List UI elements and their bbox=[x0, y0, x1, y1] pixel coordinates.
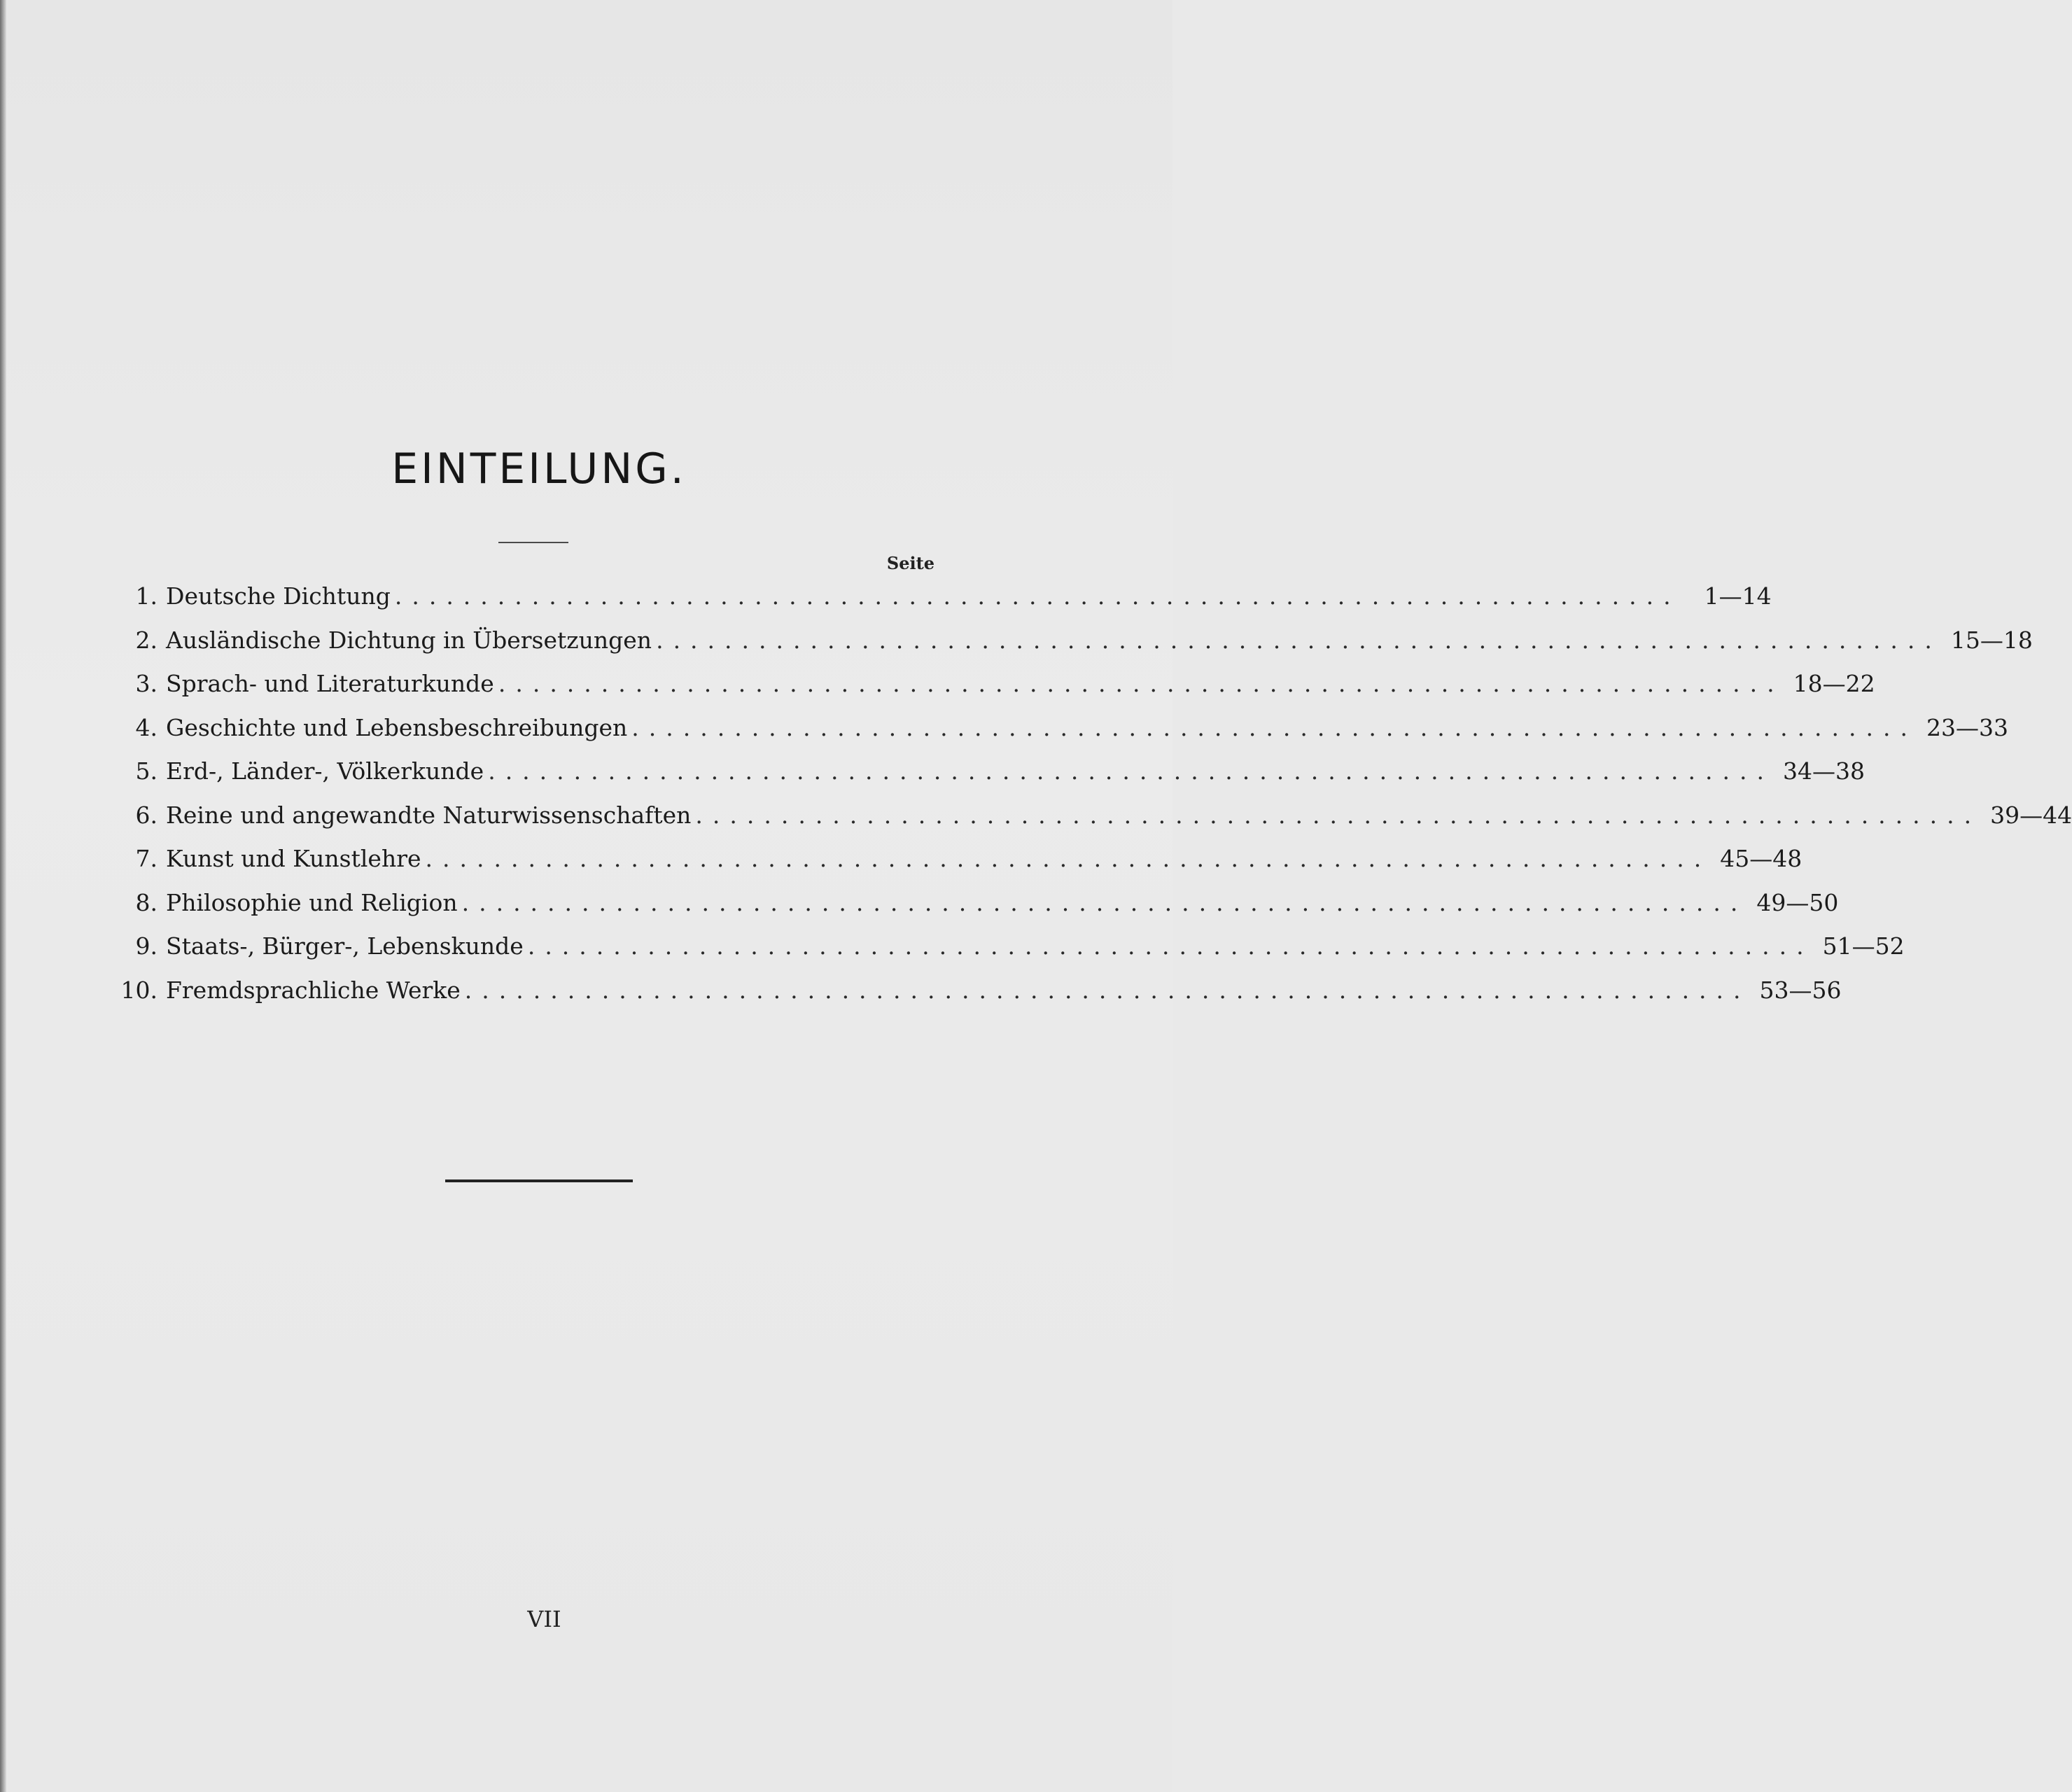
toc-entry-number: 9. bbox=[135, 932, 158, 960]
dot-leader: ........................................................................... bbox=[498, 670, 1784, 697]
toc-entry-pages: 39—44 bbox=[1990, 801, 2072, 829]
toc-entry-label: Erd-, Länder-, Völkerkunde bbox=[166, 757, 484, 785]
toc-entry bbox=[115, 976, 1842, 1021]
toc-entry-number: 1. bbox=[135, 582, 158, 610]
toc-entry-pages: 45—48 bbox=[1720, 845, 1802, 872]
dot-leader: ........................................................................... bbox=[631, 713, 1917, 741]
page-number: VII bbox=[527, 1606, 561, 1632]
toc-entry-number: 7. bbox=[135, 845, 158, 872]
toc-entry-number: 3. bbox=[135, 670, 158, 697]
toc-entry bbox=[115, 888, 1839, 933]
dot-leader: ........................................................................... bbox=[488, 757, 1774, 785]
dot-leader: ........................................................................... bbox=[425, 845, 1712, 872]
dot-leader: ........................................................................... bbox=[394, 582, 1681, 610]
toc-entry-pages: 51—52 bbox=[1822, 932, 1905, 960]
toc-entry-pages: 34—38 bbox=[1782, 757, 1865, 785]
toc-entry-label: Sprach- und Literaturkunde bbox=[166, 670, 494, 697]
section-end-rule bbox=[445, 1180, 633, 1182]
toc-entry-number: 4. bbox=[135, 713, 158, 741]
toc-entry-label: Reine und angewandte Naturwissenschaften bbox=[166, 801, 692, 829]
page-title: EINTEILUNG. bbox=[391, 444, 687, 493]
toc-entry-number: 8. bbox=[135, 888, 158, 916]
toc-entry bbox=[115, 801, 2072, 846]
toc-entry-label: Fremdsprachliche Werke bbox=[166, 976, 461, 1004]
dot-leader: ........................................................................... bbox=[695, 801, 1982, 829]
dot-leader: ........................................................................... bbox=[461, 888, 1748, 916]
toc-entry-number: 5. bbox=[135, 757, 158, 785]
toc-entry bbox=[115, 582, 1772, 626]
toc-entry-pages: 23—33 bbox=[1926, 713, 2008, 741]
table-of-contents bbox=[115, 582, 2072, 1020]
page-binding-edge bbox=[0, 0, 6, 1792]
toc-entry bbox=[115, 845, 1802, 889]
toc-entry-pages: 18—22 bbox=[1793, 670, 1875, 697]
toc-entry-label: Staats-, Bürger-, Lebenskunde bbox=[166, 932, 524, 960]
toc-entry-pages: 53—56 bbox=[1759, 976, 1842, 1004]
dot-leader: ........................................................................... bbox=[527, 932, 1814, 960]
toc-entry bbox=[115, 932, 1905, 976]
dot-leader: ........................................................................... bbox=[464, 976, 1751, 1004]
toc-entry-pages: 1—14 bbox=[1704, 582, 1772, 610]
toc-entry bbox=[115, 713, 2008, 758]
toc-entry-pages: 15—18 bbox=[1950, 626, 2033, 654]
toc-entry bbox=[115, 670, 1875, 714]
toc-entry-label: Philosophie und Religion bbox=[166, 888, 458, 916]
toc-entry bbox=[115, 626, 2033, 671]
pages-column-header: Seite bbox=[886, 553, 934, 573]
toc-entry-label: Geschichte und Lebensbeschreibungen bbox=[166, 713, 628, 741]
toc-entry-label: Ausländische Dichtung in Übersetzungen bbox=[166, 626, 652, 654]
toc-entry bbox=[115, 757, 1865, 802]
title-divider bbox=[498, 542, 568, 543]
toc-entry-number: 6. bbox=[135, 801, 158, 829]
toc-entry-label: Deutsche Dichtung bbox=[166, 582, 391, 610]
toc-entry-number: 2. bbox=[135, 626, 158, 654]
toc-entry-pages: 49—50 bbox=[1756, 888, 1839, 916]
dot-leader: ........................................................................... bbox=[656, 626, 1942, 654]
toc-entry-label: Kunst und Kunstlehre bbox=[166, 845, 421, 872]
toc-entry-number: 10. bbox=[120, 976, 158, 1004]
